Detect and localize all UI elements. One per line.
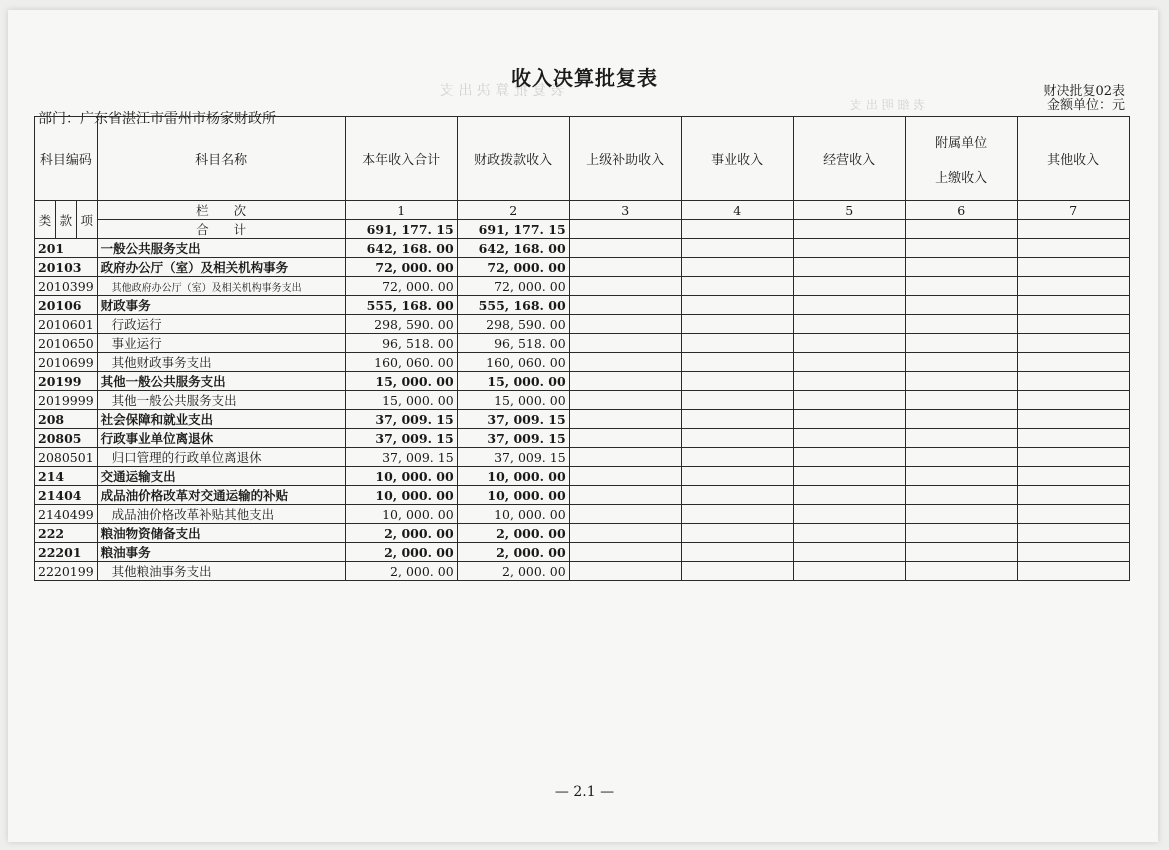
row-superior xyxy=(569,353,681,372)
row-superior xyxy=(569,258,681,277)
row-superior xyxy=(569,429,681,448)
row-other xyxy=(1017,334,1129,353)
row-operating xyxy=(793,467,905,486)
table-row xyxy=(35,505,1130,524)
row-code: 20103 xyxy=(35,258,98,277)
header-total: 本年收入合计 xyxy=(345,117,457,201)
row-operating xyxy=(793,410,905,429)
table-row xyxy=(35,296,1130,315)
row-fiscal: 15, 000. 00 xyxy=(457,372,569,391)
col-num-4: 4 xyxy=(681,201,793,220)
row-name: 其他政府办公厅（室）及相关机构事务支出 xyxy=(97,277,345,296)
row-fiscal: 160, 060. 00 xyxy=(457,353,569,372)
table-row xyxy=(35,315,1130,334)
col-num-5: 5 xyxy=(793,201,905,220)
row-superior xyxy=(569,239,681,258)
row-name: 成品油价格改革对交通运输的补贴 xyxy=(97,486,345,505)
table-row xyxy=(35,429,1130,448)
row-total: 10, 000. 00 xyxy=(345,486,457,505)
header-business: 事业收入 xyxy=(681,117,793,201)
row-name: 其他一般公共服务支出 xyxy=(97,372,345,391)
total-other xyxy=(1017,220,1129,239)
header-lei: 类 xyxy=(35,201,56,239)
row-operating xyxy=(793,562,905,581)
header-affiliated-line2: 上缴收入 xyxy=(935,170,988,186)
column-number-row xyxy=(35,201,1130,220)
row-operating xyxy=(793,524,905,543)
row-superior xyxy=(569,277,681,296)
row-business xyxy=(681,315,793,334)
row-other xyxy=(1017,296,1129,315)
row-superior xyxy=(569,334,681,353)
row-fiscal: 2, 000. 00 xyxy=(457,543,569,562)
row-code: 214 xyxy=(35,467,98,486)
row-code: 2010650 xyxy=(35,334,98,353)
row-total: 72, 000. 00 xyxy=(345,277,457,296)
row-code: 2010699 xyxy=(35,353,98,372)
col-num-3: 3 xyxy=(569,201,681,220)
row-fiscal: 642, 168. 00 xyxy=(457,239,569,258)
column-label: 栏 次 xyxy=(97,201,345,220)
table-row xyxy=(35,391,1130,410)
row-code: 222 xyxy=(35,524,98,543)
header-affiliated-line1: 附属单位 xyxy=(935,135,988,151)
row-total: 2, 000. 00 xyxy=(345,543,457,562)
total-superior xyxy=(569,220,681,239)
row-fiscal: 298, 590. 00 xyxy=(457,315,569,334)
row-total: 15, 000. 00 xyxy=(345,372,457,391)
row-business xyxy=(681,505,793,524)
amount-unit: 金额单位：元 xyxy=(1046,98,1125,113)
row-other xyxy=(1017,562,1129,581)
row-name: 一般公共服务支出 xyxy=(97,239,345,258)
row-operating xyxy=(793,505,905,524)
page-title: 收入决算批复表 xyxy=(511,66,658,90)
row-affiliated xyxy=(905,334,1017,353)
row-other xyxy=(1017,239,1129,258)
row-affiliated xyxy=(905,372,1017,391)
row-other xyxy=(1017,372,1129,391)
total-row xyxy=(35,220,1130,239)
table-row xyxy=(35,410,1130,429)
total-fiscal: 691, 177. 15 xyxy=(457,220,569,239)
table-row xyxy=(35,448,1130,467)
col-num-1: 1 xyxy=(345,201,457,220)
row-name: 财政事务 xyxy=(97,296,345,315)
row-name: 行政事业单位离退休 xyxy=(97,429,345,448)
row-other xyxy=(1017,429,1129,448)
table-row xyxy=(35,239,1130,258)
table-row xyxy=(35,334,1130,353)
row-name: 其他粮油事务支出 xyxy=(97,562,345,581)
row-fiscal: 10, 000. 00 xyxy=(457,505,569,524)
row-code: 208 xyxy=(35,410,98,429)
row-total: 37, 009. 15 xyxy=(345,429,457,448)
row-superior xyxy=(569,372,681,391)
header-code: 科目编码 xyxy=(35,117,98,201)
table-row xyxy=(35,543,1130,562)
row-superior xyxy=(569,486,681,505)
row-business xyxy=(681,391,793,410)
row-name: 粮油物资储备支出 xyxy=(97,524,345,543)
row-fiscal: 10, 000. 00 xyxy=(457,467,569,486)
row-operating xyxy=(793,391,905,410)
row-code: 20106 xyxy=(35,296,98,315)
row-name: 其他一般公共服务支出 xyxy=(97,391,345,410)
row-operating xyxy=(793,277,905,296)
header-fiscal: 财政拨款收入 xyxy=(457,117,569,201)
row-total: 72, 000. 00 xyxy=(345,258,457,277)
row-total: 96, 518. 00 xyxy=(345,334,457,353)
row-total: 160, 060. 00 xyxy=(345,353,457,372)
row-total: 10, 000. 00 xyxy=(345,467,457,486)
row-other xyxy=(1017,315,1129,334)
row-fiscal: 37, 009. 15 xyxy=(457,448,569,467)
row-superior xyxy=(569,391,681,410)
row-superior xyxy=(569,410,681,429)
row-fiscal: 2, 000. 00 xyxy=(457,562,569,581)
row-code: 2080501 xyxy=(35,448,98,467)
row-superior xyxy=(569,505,681,524)
row-operating xyxy=(793,448,905,467)
row-superior xyxy=(569,448,681,467)
row-other xyxy=(1017,410,1129,429)
row-name: 粮油事务 xyxy=(97,543,345,562)
row-total: 2, 000. 00 xyxy=(345,562,457,581)
row-affiliated xyxy=(905,315,1017,334)
row-name: 事业运行 xyxy=(97,334,345,353)
total-income: 691, 177. 15 xyxy=(345,220,457,239)
row-code: 201 xyxy=(35,239,98,258)
header-name: 科目名称 xyxy=(97,117,345,201)
table-row xyxy=(35,258,1130,277)
row-total: 642, 168. 00 xyxy=(345,239,457,258)
header-operating: 经营收入 xyxy=(793,117,905,201)
row-name: 成品油价格改革补贴其他支出 xyxy=(97,505,345,524)
row-name: 政府办公厅（室）及相关机构事务 xyxy=(97,258,345,277)
row-operating xyxy=(793,258,905,277)
row-total: 298, 590. 00 xyxy=(345,315,457,334)
row-other xyxy=(1017,486,1129,505)
row-total: 37, 009. 15 xyxy=(345,410,457,429)
row-superior xyxy=(569,467,681,486)
row-operating xyxy=(793,296,905,315)
row-business xyxy=(681,334,793,353)
row-business xyxy=(681,353,793,372)
row-name: 交通运输支出 xyxy=(97,467,345,486)
row-code: 2220199 xyxy=(35,562,98,581)
header-row xyxy=(35,117,1130,201)
row-name: 社会保障和就业支出 xyxy=(97,410,345,429)
header-superior: 上级补助收入 xyxy=(569,117,681,201)
row-fiscal: 10, 000. 00 xyxy=(457,486,569,505)
row-other xyxy=(1017,353,1129,372)
row-affiliated xyxy=(905,410,1017,429)
row-superior xyxy=(569,315,681,334)
row-operating xyxy=(793,486,905,505)
row-affiliated xyxy=(905,543,1017,562)
row-other xyxy=(1017,543,1129,562)
row-affiliated xyxy=(905,467,1017,486)
table-row xyxy=(35,467,1130,486)
col-num-6: 6 xyxy=(905,201,1017,220)
row-code: 20199 xyxy=(35,372,98,391)
table-row xyxy=(35,562,1130,581)
row-affiliated xyxy=(905,353,1017,372)
row-other xyxy=(1017,467,1129,486)
col-num-2: 2 xyxy=(457,201,569,220)
row-superior xyxy=(569,524,681,543)
row-business xyxy=(681,410,793,429)
income-table xyxy=(34,116,1130,581)
row-business xyxy=(681,562,793,581)
table-row xyxy=(35,524,1130,543)
row-business xyxy=(681,524,793,543)
row-code: 2019999 xyxy=(35,391,98,410)
row-affiliated xyxy=(905,277,1017,296)
row-operating xyxy=(793,429,905,448)
row-business xyxy=(681,448,793,467)
row-other xyxy=(1017,448,1129,467)
total-affiliated xyxy=(905,220,1017,239)
row-total: 37, 009. 15 xyxy=(345,448,457,467)
row-business xyxy=(681,467,793,486)
header-other: 其他收入 xyxy=(1017,117,1129,201)
row-total: 555, 168. 00 xyxy=(345,296,457,315)
row-business xyxy=(681,486,793,505)
row-business xyxy=(681,239,793,258)
row-name: 其他财政事务支出 xyxy=(97,353,345,372)
row-other xyxy=(1017,258,1129,277)
row-other xyxy=(1017,391,1129,410)
header-xiang: 项 xyxy=(76,201,97,239)
row-code: 22201 xyxy=(35,543,98,562)
row-operating xyxy=(793,334,905,353)
row-affiliated xyxy=(905,391,1017,410)
table-row xyxy=(35,372,1130,391)
total-label: 合 计 xyxy=(97,220,345,239)
row-affiliated xyxy=(905,429,1017,448)
table-row xyxy=(35,353,1130,372)
row-fiscal: 37, 009. 15 xyxy=(457,410,569,429)
bleed-through-header: 表 细 明 出 支 xyxy=(850,98,926,112)
row-business xyxy=(681,543,793,562)
row-fiscal: 555, 168. 00 xyxy=(457,296,569,315)
row-code: 2010399 xyxy=(35,277,98,296)
row-operating xyxy=(793,239,905,258)
page-number: — 2.1 — xyxy=(554,784,615,800)
row-affiliated xyxy=(905,524,1017,543)
department-label: 部门：广东省湛江市雷州市杨家财政所 xyxy=(38,111,276,127)
table-row xyxy=(35,486,1130,505)
row-superior xyxy=(569,296,681,315)
row-code: 2010601 xyxy=(35,315,98,334)
row-name: 归口管理的行政单位离退休 xyxy=(97,448,345,467)
col-num-7: 7 xyxy=(1017,201,1129,220)
row-affiliated xyxy=(905,258,1017,277)
row-business xyxy=(681,277,793,296)
row-total: 2, 000. 00 xyxy=(345,524,457,543)
row-superior xyxy=(569,562,681,581)
row-total: 15, 000. 00 xyxy=(345,391,457,410)
row-fiscal: 72, 000. 00 xyxy=(457,258,569,277)
row-fiscal: 15, 000. 00 xyxy=(457,391,569,410)
header-affiliated xyxy=(905,117,1017,201)
row-business xyxy=(681,258,793,277)
row-operating xyxy=(793,315,905,334)
row-fiscal: 96, 518. 00 xyxy=(457,334,569,353)
row-affiliated xyxy=(905,448,1017,467)
row-fiscal: 72, 000. 00 xyxy=(457,277,569,296)
row-business xyxy=(681,296,793,315)
row-code: 20805 xyxy=(35,429,98,448)
row-name: 行政运行 xyxy=(97,315,345,334)
row-other xyxy=(1017,505,1129,524)
total-operating xyxy=(793,220,905,239)
row-code: 21404 xyxy=(35,486,98,505)
row-affiliated xyxy=(905,296,1017,315)
row-other xyxy=(1017,277,1129,296)
row-affiliated xyxy=(905,562,1017,581)
row-fiscal: 37, 009. 15 xyxy=(457,429,569,448)
row-code: 2140499 xyxy=(35,505,98,524)
table-row xyxy=(35,277,1130,296)
row-operating xyxy=(793,353,905,372)
total-business xyxy=(681,220,793,239)
row-operating xyxy=(793,372,905,391)
row-superior xyxy=(569,543,681,562)
row-business xyxy=(681,372,793,391)
row-affiliated xyxy=(905,486,1017,505)
row-affiliated xyxy=(905,505,1017,524)
bleed-through-title: 表 复 批 算 决 出 支 xyxy=(440,83,565,99)
header-kuan: 款 xyxy=(55,201,76,239)
row-fiscal: 2, 000. 00 xyxy=(457,524,569,543)
row-operating xyxy=(793,543,905,562)
row-total: 10, 000. 00 xyxy=(345,505,457,524)
row-other xyxy=(1017,524,1129,543)
row-business xyxy=(681,429,793,448)
form-code: 财决批复02表 xyxy=(1043,84,1125,99)
row-affiliated xyxy=(905,239,1017,258)
